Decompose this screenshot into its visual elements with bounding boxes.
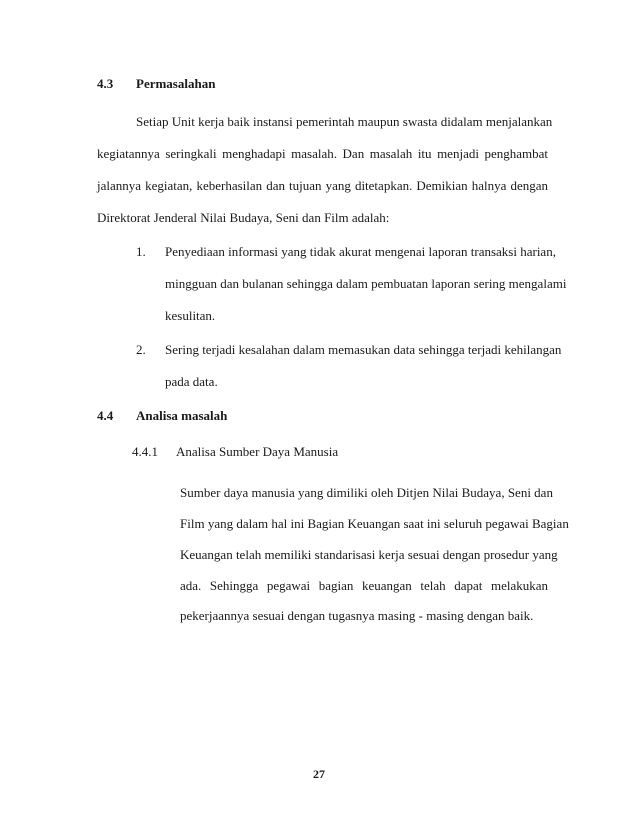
paragraph-line: ada. Sehingga pegawai bagian keuangan telah dapat melakukan: [180, 578, 548, 593]
list-marker: 2.: [136, 342, 146, 357]
section-4-4-1-number: 4.4.1: [132, 444, 158, 459]
list-item-line: Penyediaan informasi yang tidak akurat mengenai laporan transaksi harian,: [165, 244, 556, 259]
list-item-line: mingguan dan bulanan sehingga dalam pembuatan laporan sering mengalami: [165, 276, 567, 291]
paragraph-line: Setiap Unit kerja baik instansi pemerintah maupun swasta didalam menjalankan: [136, 114, 553, 129]
section-4-3-number: 4.3: [97, 76, 114, 91]
paragraph-line: Sumber daya manusia yang dimiliki oleh Ditjen Nilai Budaya, Seni dan: [180, 485, 553, 500]
paragraph-line: kegiatannya seringkali menghadapi masalah. Dan masalah itu menjadi penghambat: [97, 146, 548, 161]
paragraph-line: Direktorat Jenderal Nilai Budaya, Seni dan Film adalah:: [97, 210, 390, 225]
paragraph-line: pekerjaannya sesuai dengan tugasnya masing - masing dengan baik.: [180, 608, 534, 623]
paragraph-line: Keuangan telah memiliki standarisasi kerja sesuai dengan prosedur yang: [180, 547, 558, 562]
section-4-4-title: Analisa masalah: [136, 408, 228, 423]
list-item-line: Sering terjadi kesalahan dalam memasukan data sehingga terjadi kehilangan: [165, 342, 562, 357]
paragraph-line: Film yang dalam hal ini Bagian Keuangan saat ini seluruh pegawai Bagian: [180, 516, 569, 531]
paragraph-line: jalannya kegiatan, keberhasilan dan tujuan yang ditetapkan. Demikian halnya dengan: [97, 178, 548, 193]
page-number: 27: [313, 767, 325, 781]
list-marker: 1.: [136, 244, 146, 259]
list-item-line: pada data.: [165, 374, 218, 389]
section-4-4-1-title: Analisa Sumber Daya Manusia: [176, 444, 339, 459]
section-4-3-title: Permasalahan: [136, 76, 216, 91]
list-item-line: kesulitan.: [165, 308, 216, 323]
section-4-4-number: 4.4: [97, 408, 114, 423]
